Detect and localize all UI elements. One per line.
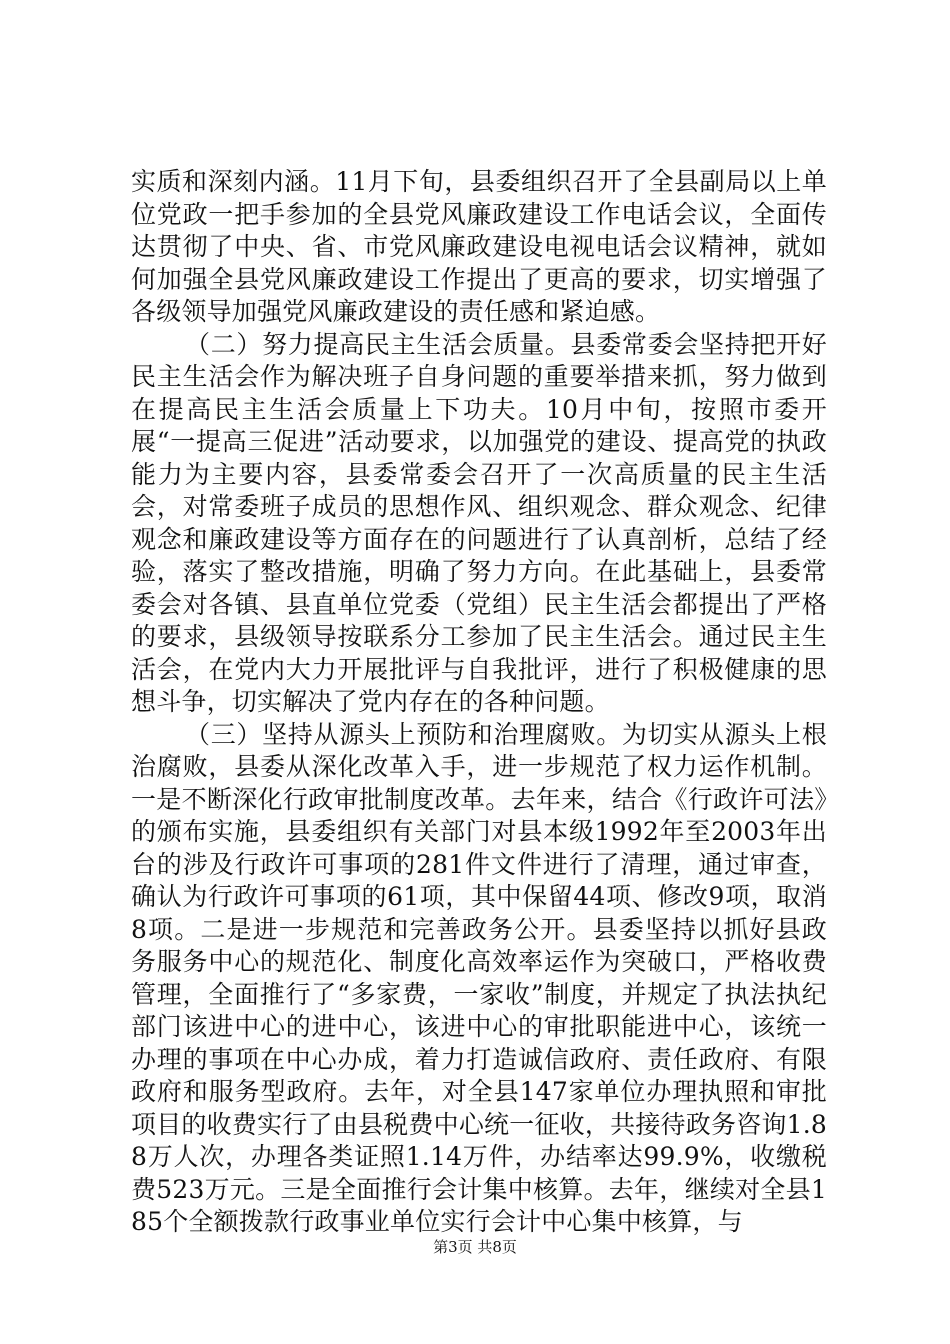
document-body [131, 166, 827, 1239]
paragraph-2: （二）努力提高民主生活会质量。县委常委会坚持把开好民主生活会作为解决班子自身问题的重要举措来抓，努力做到在提高民主生活会质量上下功夫。10月中旬，按照市委开展“一提高三促进”活动要求，以加强党的建设、提高党的执政能力为主要内容，县委常委会召开了一次高质量的民主生活会，对常委班子成员的思想作风、组织观念、群众观念、纪律观念和廉政建设等方面存在的问题进行了认真剖析，总结了经验，落实了整改措施，明确了努力方向。在此基础上，县委常委会对各镇、县直单位党委（党组）民主生活会都提出了严格的要求，县级领导按联系分工参加了民主生活会。通过民主生活会，在党内大力开展批评与自我批评，进行了积极健康的思想斗争，切实解决了党内存在的各种问题。 [131, 329, 827, 716]
paragraph-3: （三）坚持从源头上预防和治理腐败。为切实从源头上根治腐败，县委从深化改革入手，进一步规范了权力运作机制。一是不断深化行政审批制度改革。去年来，结合《行政许可法》的颁布实施，县委组织有关部门对县本级1992年至2003年出台的涉及行政许可事项的281件文件进行了清理，通过审查，确认为行政许可事项的61项，其中保留44项、修改9项，取消8项。二是进一步规范和完善政务公开。县委坚持以抓好县政务服务中心的规范化、制度化高效率运作为突破口，严格收费管理，全面推行了“多家费，一家收”制度，并规定了执法执纪部门该进中心的进中心，该进中心的审批职能进中心，该统一办理的事项在中心办成，着力打造诚信政府、责任政府、有限政府和服务型政府。去年，对全县147家单位办理执照和审批项目的收费实行了由县税费中心统一征收，共接待政务咨询1.88万人次，办理各类证照1.14万件，办结率达99.9%，收缴税费523万元。三是全面推行会计集中核算。去年，继续对全县185个全额拨款行政事业单位实行会计中心集中核算，与 [131, 719, 827, 1236]
page-number-footer: 第3页 共8页 [433, 1238, 517, 1256]
paragraph-1: 实质和深刻内涵。11月下旬，县委组织召开了全县副局以上单位党政一把手参加的全县党风廉政建设工作电话会议，全面传达贯彻了中央、省、市党风廉政建设电视电话会议精神，就如何加强全县党风廉政建设工作提出了更高的要求，切实增强了各级领导加强党风廉政建设的责任感和紧迫感。 [131, 167, 827, 326]
